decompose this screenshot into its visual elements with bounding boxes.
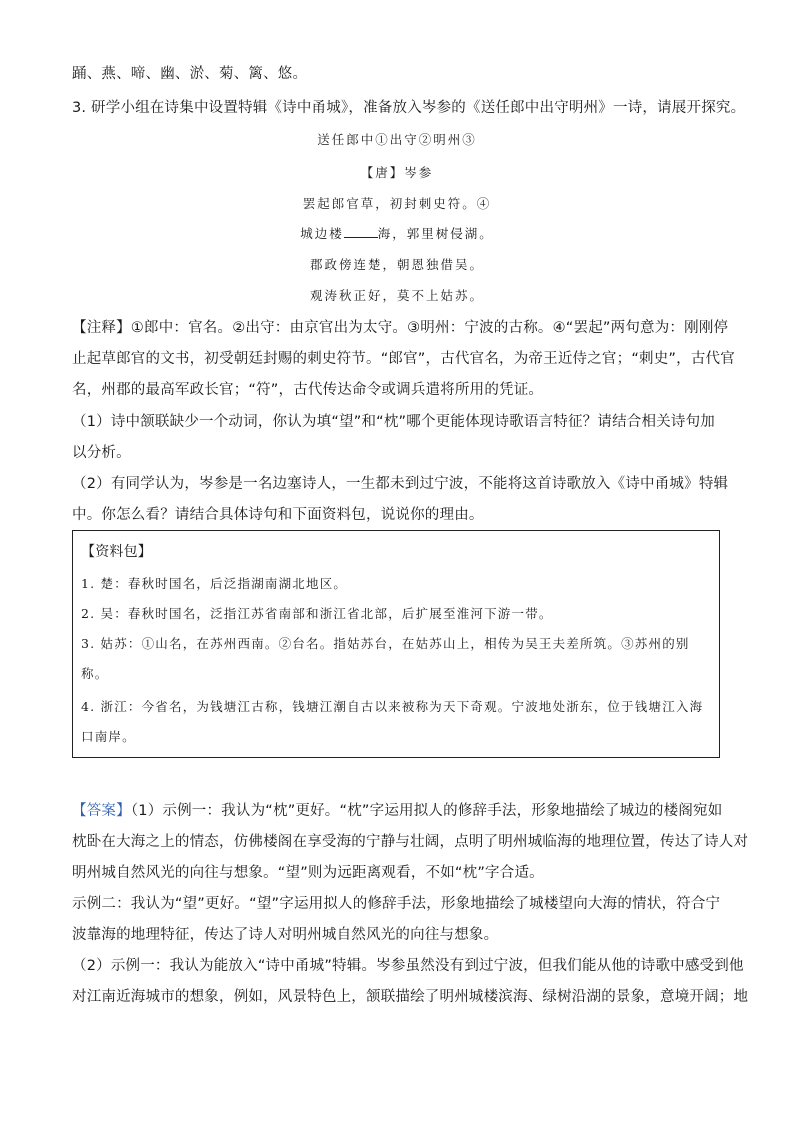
question-2-line-2: 中。你怎么看？请结合具体诗句和下面资料包，说说你的理由。 — [72, 507, 484, 523]
answer-line-3: 明州城自然风光的向往与想象。“望”则为远距离观看，不如“枕”字合适。 — [72, 865, 544, 881]
resource-item-2: 2. 吴：春秋时国名，泛指江苏省南部和浙江省北部，后扩展至淮河下游一带。 — [81, 606, 553, 621]
notes-line-1: 【注释】①郎中：官名。②出守：由京官出为太守。③明州：宁波的古称。④“罢起”两句意为：刚刚停 — [72, 320, 729, 336]
resource-pack-title: 【资料包】 — [81, 544, 152, 560]
notes-line-2: 止起草郎官的文书，初受朝廷封赐的刺史符节。“郎官”，古代官名，为帝王近侍之官；“刺史”，古代官 — [72, 351, 735, 367]
fill-in-blank — [344, 225, 378, 238]
question-1-line-1: （1）诗中颔联缺少一个动词，你认为填“望”和“枕”哪个更能体现诗歌语言特征？请结合相关诗句加 — [72, 414, 715, 430]
resource-item-1: 1. 楚：春秋时国名，后泛指湖南湖北地区。 — [81, 576, 348, 591]
answer-line-4: 示例二：我认为“望”更好。“望”字运用拟人的修辞手法，形象地描绘了城楼望向大海的情状，符合宁 — [72, 896, 721, 912]
poem-line-3: 郡政傍连楚，朝恩独借吴。 — [309, 257, 484, 272]
resource-item-4-line-2: 口南岸。 — [81, 729, 136, 744]
poem-line-4: 观涛秋正好，莫不上姑苏。 — [309, 288, 484, 303]
answer-line-1 — [72, 801, 722, 821]
text-line: 踊、燕、啼、幽、淤、菊、篱、悠。 — [72, 66, 308, 82]
answer-line-6: （2）示例一：我认为能放入“诗中甬城”特辑。岑参虽然没有到过宁波，但我们能从他的诗歌中感受到他 — [72, 958, 744, 974]
question-3-stem: 3. 研学小组在诗集中设置特辑《诗中甬城》，准备放入岑参的《送任郎中出守明州》一诗，请展开探究。 — [72, 100, 746, 116]
poem-line-2 — [0, 225, 794, 243]
question-1-line-2: 以分析。 — [72, 445, 131, 461]
resource-item-3-line-1: 3. 姑苏：①山名，在苏州西南。②台名。指姑苏台，在姑苏山上，相传为吴王夫差所筑。③苏州的别 — [81, 636, 690, 651]
answer-label: 【答案】 — [72, 803, 131, 819]
answer-line-5: 波靠海的地理特征，传达了诗人对明州城自然风光的向往与想象。 — [72, 927, 499, 943]
poem-author: 【唐】岑参 — [360, 165, 434, 180]
poem-title: 送任郎中①出守②明州③ — [317, 132, 477, 147]
poem-line-2-part-a: 城边楼 — [300, 226, 344, 241]
resource-pack-box — [72, 530, 720, 758]
answer-line-2: 枕卧在大海之上的情态，仿佛楼阁在享受海的宁静与壮阔，点明了明州城临海的地理位置，传达了诗人对 — [72, 834, 749, 850]
answer-line-7: 对江南近海城市的想象，例如，风景特色上，颔联描绘了明州城楼滨海、绿树沿湖的景象，意境开阔；地 — [72, 989, 749, 1005]
resource-item-3-line-2: 称。 — [81, 666, 109, 681]
notes-line-3: 名，州郡的最高军政长官；“符”，古代传达命令或调兵遣将所用的凭证。 — [72, 382, 544, 398]
poem-line-2-part-b: 海，郭里树侵湖。 — [377, 226, 494, 241]
resource-item-4-line-1: 4. 浙江：今省名，为钱塘江古称，钱塘江潮自古以来被称为天下奇观。宁波地处浙东，位于钱塘江入海 — [81, 699, 704, 714]
question-2-line-1: （2）有同学认为，岑参是一名边塞诗人，一生都未到过宁波，不能将这首诗歌放入《诗中甬城》特辑 — [72, 476, 729, 492]
answer-text: （1）示例一：我认为“枕”更好。“枕”字运用拟人的修辞手法，形象地描绘了城边的楼阁宛如 — [130, 803, 723, 819]
poem-line-1: 罢起郎官草，初封刺史符。④ — [302, 196, 492, 211]
